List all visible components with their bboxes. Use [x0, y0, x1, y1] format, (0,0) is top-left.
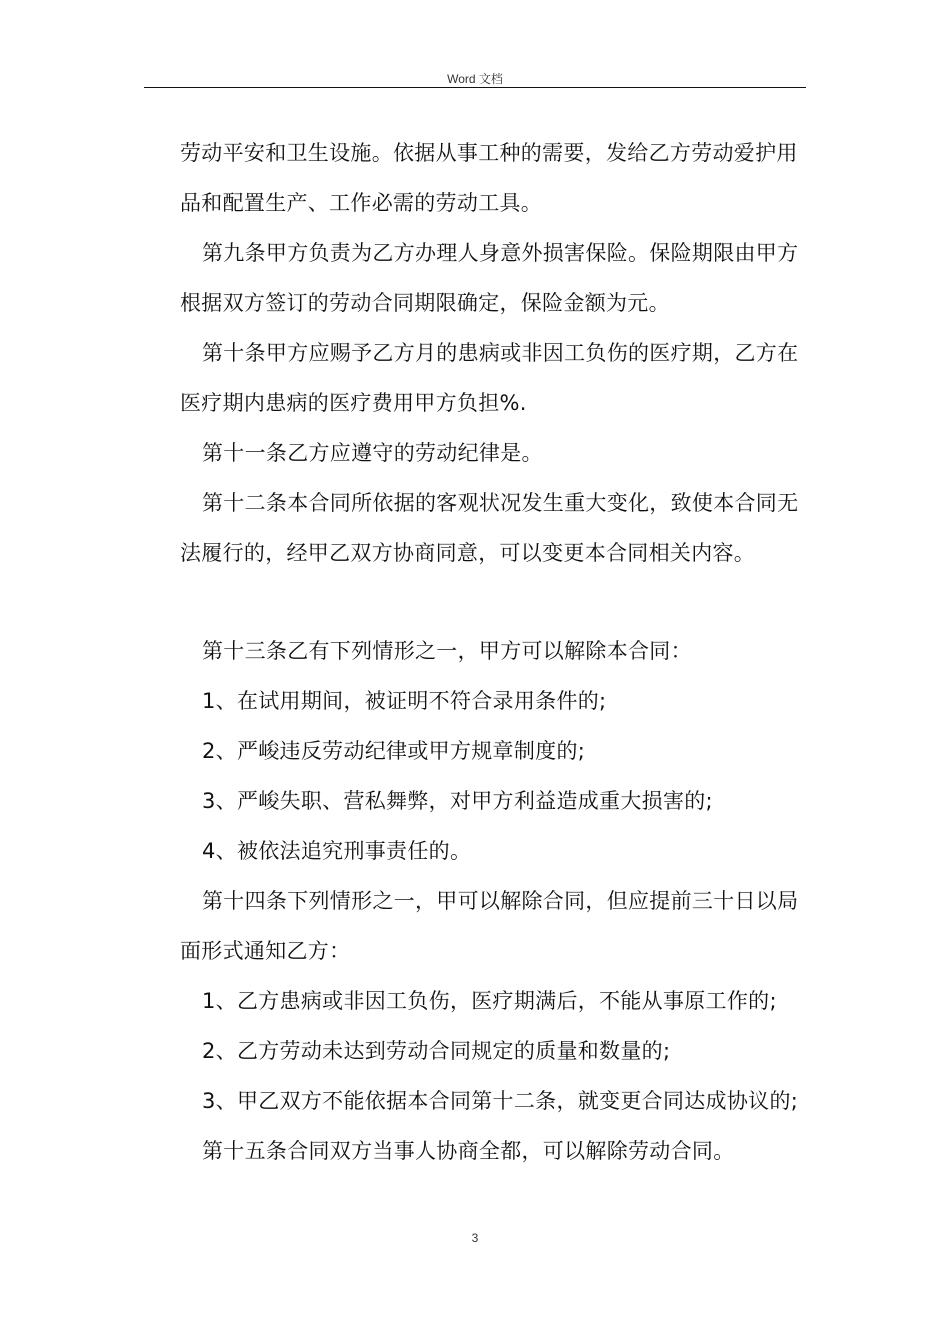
paragraph-article-12: 第十二条本合同所依据的客观状况发生重大变化，致使本合同无法履行的，经甲乙双方协商同意，可以变更本合同相关内容。	[180, 491, 799, 565]
paragraph-article-15: 第十五条合同双方当事人协商全都，可以解除劳动合同。	[202, 1139, 735, 1163]
header-divider	[144, 87, 806, 88]
list-item: 3、严峻失职、营私舞弊，对甲方利益造成重大损害的;	[202, 789, 713, 813]
page-number: 3	[471, 1231, 479, 1245]
paragraph-article-13: 第十三条乙有下列情形之一，甲方可以解除本合同：	[202, 639, 692, 663]
document-body	[180, 128, 802, 1176]
list-item: 1、乙方患病或非因工负伤，医疗期满后，不能从事原工作的;	[202, 989, 777, 1013]
list-item: 3、甲乙双方不能依据本合同第十二条，就变更合同达成协议的;	[202, 1089, 799, 1113]
page-header: Word 文档	[447, 72, 503, 86]
list-item: 4、被依法追究刑事责任的。	[202, 839, 472, 863]
list-item: 2、乙方劳动未达到劳动合同规定的质量和数量的;	[202, 1039, 671, 1063]
paragraph-article-14: 第十四条下列情形之一，甲可以解除合同，但应提前三十日以局面形式通知乙方：	[180, 889, 799, 963]
paragraph-article-10: 第十条甲方应赐予乙方月的患病或非因工负伤的医疗期，乙方在医疗期内患病的医疗费用甲方负担%.	[180, 341, 799, 415]
list-item: 2、严峻违反劳动纪律或甲方规章制度的;	[202, 739, 586, 763]
paragraph-spacer	[180, 578, 802, 626]
paragraph-article-11: 第十一条乙方应遵守的劳动纪律是。	[202, 441, 543, 465]
list-item: 1、在试用期间，被证明不符合录用条件的;	[202, 689, 607, 713]
paragraph-continuation: 劳动平安和卫生设施。依据从事工种的需要，发给乙方劳动爱护用品和配置生产、工作必需的劳动工具。	[180, 141, 798, 215]
paragraph-article-9: 第九条甲方负责为乙方办理人身意外损害保险。保险期限由甲方根据双方签订的劳动合同期限确定，保险金额为元。	[180, 241, 799, 315]
